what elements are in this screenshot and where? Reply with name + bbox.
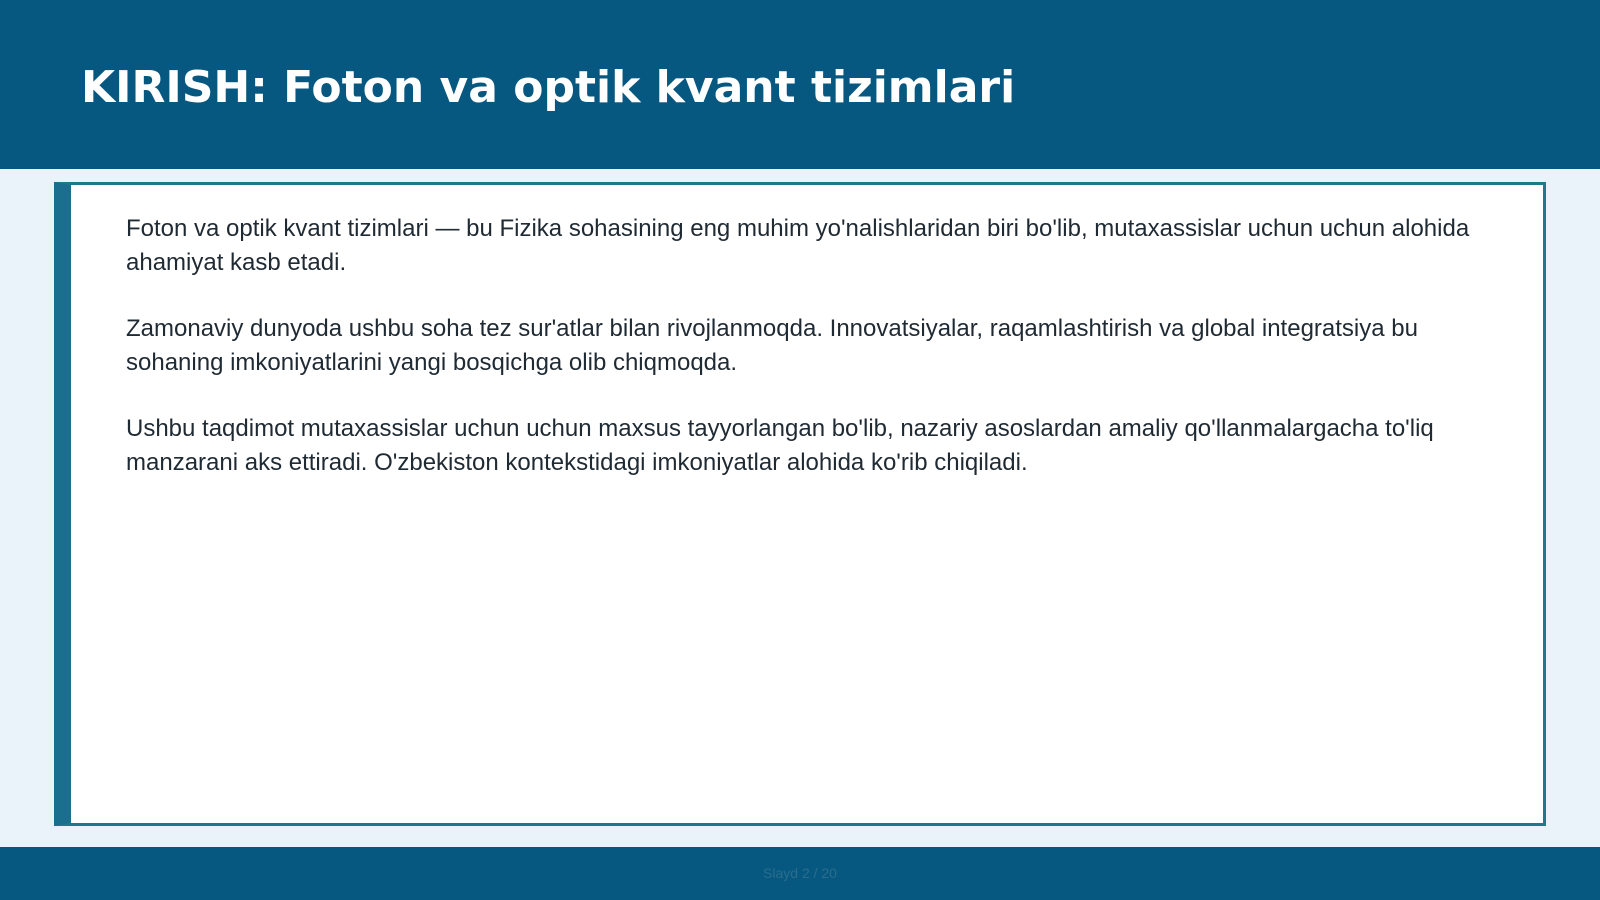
paragraph-presentation-purpose: Ushbu taqdimot mutaxassislar uchun uchun maxsus tayyorlangan bo'lib, nazariy asoslardan amaliy qo'llanmalargacha to'liq manzarani aks ettiradi. O'zbekiston kontekstidagi imkoniyatlar alohida ko'rib chiqiladi. xyxy=(126,415,1434,476)
footer-bar xyxy=(0,847,1600,900)
header-bar xyxy=(0,0,1600,169)
slide-title: KIRISH: Foton va optik kvant tizimlari xyxy=(81,62,1016,113)
content-card xyxy=(54,182,1546,826)
slide-number: Slayd 2 / 20 xyxy=(763,865,837,881)
paragraph-intro: Foton va optik kvant tizimlari — bu Fizika sohasining eng muhim yo'nalishlaridan biri bo'lib, mutaxassislar uchun uchun alohida ahamiyat kasb etadi. xyxy=(126,215,1470,276)
paragraph-modern-world: Zamonaviy dunyoda ushbu soha tez sur'atlar bilan rivojlanmoqda. Innovatsiyalar, raqamlashtirish va global integratsiya bu sohaning imkoniyatlarini yangi bosqichga olib chiqmoqda. xyxy=(126,315,1418,376)
